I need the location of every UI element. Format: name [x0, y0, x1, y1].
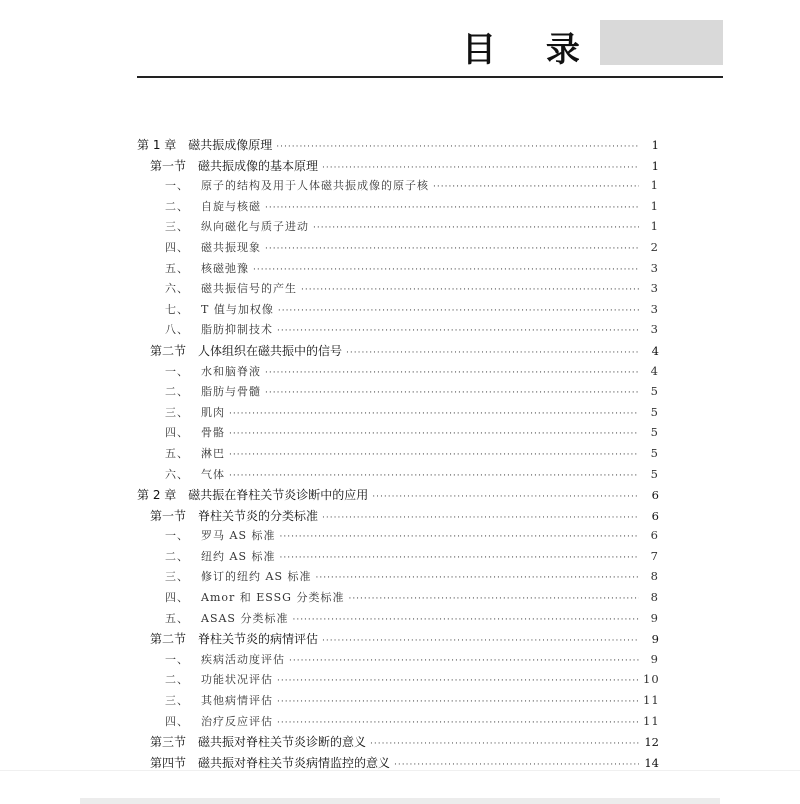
entry-title: 脊柱关节炎的分类标准: [198, 508, 319, 523]
entry-title: 原子的结构及用于人体磁共振成像的原子核: [201, 179, 429, 193]
entry-number: 一、: [165, 364, 189, 378]
page-number: 2: [650, 239, 659, 254]
entry-title: 磁共振信号的产生: [201, 282, 297, 296]
dot-leader: [265, 203, 639, 213]
toc-item[interactable]: [137, 301, 659, 322]
entry-label: [165, 713, 273, 729]
page-number: 6: [651, 488, 659, 503]
toc-item[interactable]: [137, 713, 659, 734]
dot-leader: [301, 285, 639, 295]
toc-item[interactable]: [137, 404, 659, 425]
page-number: 5: [650, 425, 659, 440]
entry-number: 六、: [165, 467, 189, 481]
dot-leader: [322, 163, 639, 173]
page-number: 5: [650, 384, 659, 399]
page-number: 12: [644, 735, 659, 750]
entry-title: 脂肪与骨髓: [201, 385, 261, 399]
dot-leader: [346, 348, 639, 358]
entry-label: [165, 692, 273, 708]
dot-leader: [229, 471, 639, 481]
entry-label: [165, 466, 225, 482]
entry-number: 二、: [165, 385, 189, 399]
entry-number: 第一节: [150, 508, 187, 523]
toc-title: 目 录: [462, 30, 588, 70]
toc-section[interactable]: [137, 507, 659, 528]
page-number: 1: [650, 198, 659, 213]
toc-item[interactable]: [137, 568, 659, 589]
toc-item[interactable]: [137, 218, 659, 239]
page-number: 3: [650, 281, 659, 296]
toc-item[interactable]: [137, 321, 659, 342]
dot-leader: [229, 429, 639, 439]
toc-section[interactable]: [137, 733, 659, 754]
entry-title: 功能状况评估: [201, 673, 273, 687]
entry-number: 一、: [165, 652, 189, 666]
toc-item[interactable]: [137, 589, 659, 610]
entry-number: 第三节: [150, 735, 187, 750]
header-decoration-box: [600, 20, 723, 65]
dot-leader: [313, 223, 639, 233]
dot-leader: [279, 532, 639, 542]
toc-item[interactable]: [137, 610, 659, 631]
entry-title: ASAS 分类标准: [201, 611, 289, 625]
dot-leader: [433, 182, 639, 192]
entry-title: 脊柱关节炎的病情评估: [198, 632, 319, 647]
entry-label: [150, 733, 366, 750]
page-number: 3: [650, 322, 659, 337]
title-rule: [137, 76, 723, 78]
toc-item[interactable]: [137, 671, 659, 692]
entry-title: 脂肪抑制技术: [201, 323, 273, 337]
page-number: 9: [650, 651, 659, 666]
toc-item[interactable]: [137, 692, 659, 713]
dot-leader: [278, 306, 639, 316]
entry-label: [165, 424, 225, 440]
entry-number: 五、: [165, 446, 189, 460]
entry-number: 五、: [165, 611, 189, 625]
entry-title: 纵向磁化与质子进动: [201, 220, 309, 234]
page-number: 1: [651, 138, 659, 152]
entry-label: [165, 445, 225, 461]
page-number: 5: [650, 404, 659, 419]
toc-item[interactable]: [137, 239, 659, 260]
dot-leader: [229, 450, 639, 460]
entry-title: 肌肉: [201, 405, 225, 419]
entry-label: [165, 548, 275, 564]
entry-title: 其他病情评估: [201, 694, 273, 708]
entry-title: 修订的纽约 AS 标准: [201, 570, 312, 584]
page-number: 3: [650, 260, 659, 275]
page-number: 6: [650, 528, 659, 543]
entry-label: [165, 280, 297, 296]
entry-number: 一、: [165, 179, 189, 193]
page-number: 5: [650, 445, 659, 460]
page-number: 5: [650, 466, 659, 481]
page-number: 9: [651, 632, 659, 647]
dot-leader: [229, 409, 639, 419]
entry-label: [165, 610, 288, 626]
dot-leader: [265, 368, 639, 378]
entry-label: [150, 754, 390, 771]
entry-label: [165, 218, 309, 234]
toc-item[interactable]: [137, 260, 659, 281]
entry-title: 磁共振现象: [201, 240, 261, 254]
dot-leader: [322, 513, 639, 523]
dot-leader: [253, 265, 639, 275]
entry-title: 罗马 AS 标准: [201, 529, 276, 543]
toc-item[interactable]: [137, 548, 659, 569]
entry-label: [150, 507, 318, 524]
toc-chapter[interactable]: [137, 486, 659, 507]
entry-title: Amor 和 ESSG 分类标准: [201, 591, 345, 605]
page-edge: [0, 770, 800, 771]
entry-title: 自旋与核磁: [201, 199, 261, 213]
toc-section[interactable]: [137, 342, 659, 363]
entry-title: 淋巴: [201, 446, 225, 460]
entry-number: 第 2 章: [137, 488, 177, 503]
entry-number: 四、: [165, 426, 189, 440]
toc-item[interactable]: [137, 424, 659, 445]
page-number: 8: [650, 590, 659, 605]
entry-number: 六、: [165, 282, 189, 296]
dot-leader: [394, 760, 639, 770]
page-number: 7: [650, 548, 659, 563]
dot-leader: [348, 594, 639, 604]
entry-label: [137, 136, 272, 153]
entry-number: 三、: [165, 694, 189, 708]
entry-label: [165, 404, 225, 420]
entry-title: 水和脑脊液: [201, 364, 261, 378]
page-number: 11: [643, 713, 660, 728]
entry-title: 磁共振成像的基本原理: [198, 158, 319, 173]
toc-item[interactable]: [137, 177, 659, 198]
entry-label: [165, 589, 344, 605]
page-number: 8: [650, 569, 659, 584]
dot-leader: [322, 636, 639, 646]
entry-number: 一、: [165, 529, 189, 543]
next-page-strip: [80, 798, 720, 804]
dot-leader: [277, 326, 639, 336]
page-number: 6: [651, 508, 659, 523]
entry-label: [165, 651, 285, 667]
toc-item[interactable]: [137, 527, 659, 548]
entry-title: 纽约 AS 标准: [201, 549, 276, 563]
page-number: 4: [651, 343, 659, 358]
entry-title: 磁共振对脊柱关节炎诊断的意义: [198, 735, 367, 750]
entry-title: 磁共振在脊柱关节炎诊断中的应用: [188, 488, 369, 503]
entry-number: 三、: [165, 405, 189, 419]
dot-leader: [265, 244, 639, 254]
entry-number: 第二节: [150, 632, 187, 647]
entry-title: 人体组织在磁共振中的信号: [198, 343, 343, 358]
dot-leader: [277, 718, 639, 728]
toc-section[interactable]: [137, 157, 659, 178]
entry-label: [165, 321, 273, 337]
page-number: 4: [650, 363, 659, 378]
entry-number: 八、: [165, 323, 189, 337]
entry-number: 第二节: [150, 343, 187, 358]
entry-number: 四、: [165, 240, 189, 254]
table-of-contents: [137, 136, 659, 774]
entry-label: [137, 486, 368, 503]
entry-label: [165, 239, 261, 255]
entry-label: [150, 342, 342, 359]
entry-number: 第 1 章: [137, 138, 177, 152]
entry-number: 二、: [165, 199, 189, 213]
entry-title: 磁共振成像原理: [188, 138, 273, 152]
dot-leader: [279, 553, 639, 563]
entry-title: 疾病活动度评估: [201, 652, 285, 666]
entry-label: [165, 383, 261, 399]
entry-label: [165, 177, 429, 193]
entry-number: 三、: [165, 220, 189, 234]
entry-number: 第一节: [150, 158, 187, 173]
dot-leader: [372, 492, 639, 502]
entry-title: 磁共振对脊柱关节炎病情监控的意义: [198, 755, 391, 770]
entry-title: 治疗反应评估: [201, 714, 273, 728]
dot-leader: [289, 656, 639, 666]
entry-label: [165, 671, 273, 687]
dot-leader: [292, 615, 639, 625]
entry-label: [165, 527, 275, 543]
dot-leader: [265, 388, 639, 398]
toc-section[interactable]: [137, 630, 659, 651]
page-number: 9: [650, 610, 659, 625]
dot-leader: [277, 676, 639, 686]
toc-item[interactable]: [137, 445, 659, 466]
entry-number: 二、: [165, 549, 189, 563]
toc-item[interactable]: [137, 198, 659, 219]
entry-label: [165, 198, 261, 214]
toc-item[interactable]: [137, 383, 659, 404]
toc-item[interactable]: [137, 280, 659, 301]
entry-title: 骨骼: [201, 426, 225, 440]
toc-section[interactable]: [137, 754, 659, 775]
entry-label: [150, 157, 318, 174]
entry-title: 气体: [201, 467, 225, 481]
dot-leader: [315, 573, 639, 583]
entry-label: [150, 630, 318, 647]
entry-label: [165, 568, 311, 584]
toc-item[interactable]: [137, 651, 659, 672]
entry-number: 第四节: [150, 755, 187, 770]
page-number: 1: [650, 219, 659, 234]
entry-title: 核磁弛豫: [201, 261, 249, 275]
toc-chapter[interactable]: [137, 136, 659, 157]
entry-label: [165, 260, 249, 276]
entry-number: 三、: [165, 570, 189, 584]
entry-number: 四、: [165, 714, 189, 728]
entry-number: 四、: [165, 591, 189, 605]
entry-label: [165, 363, 261, 379]
dot-leader: [276, 142, 639, 152]
entry-number: 二、: [165, 673, 189, 687]
entry-title: T 值与加权像: [201, 302, 274, 316]
toc-item[interactable]: [137, 466, 659, 487]
entry-label: [165, 301, 274, 317]
page-number: 11: [643, 693, 660, 708]
page-number: 1: [650, 178, 659, 193]
dot-leader: [277, 697, 639, 707]
page-number: 14: [644, 755, 659, 770]
page-number: 1: [651, 158, 659, 173]
page-number: 3: [650, 301, 659, 316]
page-number: 10: [643, 672, 660, 687]
entry-number: 七、: [165, 302, 189, 316]
toc-item[interactable]: [137, 363, 659, 384]
entry-number: 五、: [165, 261, 189, 275]
dot-leader: [370, 739, 639, 749]
